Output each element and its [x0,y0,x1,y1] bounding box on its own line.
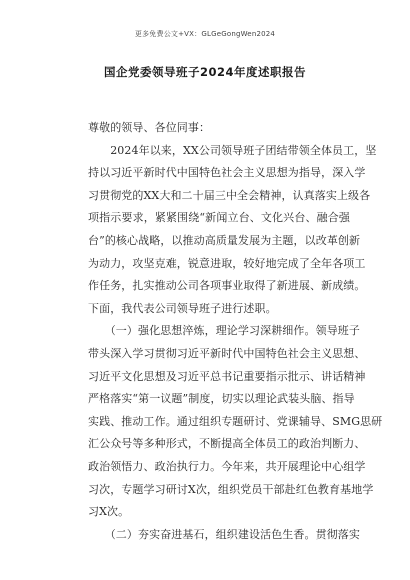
paragraph-1-line-2: 持以习近平新时代中国特色社会主义思想为指导，深入学 [88,166,366,180]
paragraph-2-line-9: 习X次。 [88,505,130,519]
paragraph-1-line-8: 下面，我代表公司领导班子进行述职。 [88,301,277,315]
paragraph-2-line-1: （一）强化思想淬炼，理论学习深耕细作。领导班子 [88,324,360,338]
paragraph-1-line-5: 台”的核心战略，以推动高质量发展为主题，以改革创新 [88,233,361,247]
paragraph-3-line-1: （二）夯实奋进基石，组织建设活色生香。贯彻落实 [88,527,360,541]
paragraph-2-line-5: 实践、推动工作。通过组织专题研讨、党课辅导、SMG思研 [88,414,383,428]
paragraph-2-line-8: 习次，专题学习研讨X次，组织党员干部赴红色教育基地学 [88,482,374,496]
document-title: 国企党委领导班子2024年度述职报告 [103,65,306,79]
paragraph-1-line-3: 习贯彻党的XX大和二十届三中全会精神，认真落实上级各 [88,188,371,202]
paragraph-1-line-7: 作任务，扎实推动公司各项事业取得了新进展、新成绩。 [88,279,366,293]
greeting-line: 尊敬的领导、各位同事： [88,121,211,134]
header-note: 更多免费公文+VX：GLGeGongWen2024 [134,30,276,38]
paragraph-2-line-2: 带头深入学习贯彻习近平新时代中国特色社会主义思想、 [88,346,366,360]
document-body [88,117,383,546]
paragraph-2-line-7: 政治领悟力、政治执行力。今年来，共开展理论中心组学 [88,459,366,473]
paragraph-1-line-6: 为动力，攻坚克难，锐意进取，较好地完成了全年各项工 [88,256,366,270]
paragraph-1-line-1: 2024年以来，XX公司领导班子团结带领全体员工，坚 [88,143,377,157]
paragraph-2-line-4: 严格落实“第一议题”制度，切实以理论武装头脑、指导 [88,392,355,406]
paragraph-2-line-3: 习近平文化思想及习近平总书记重要指示批示、讲话精神 [88,369,366,383]
paragraph-2-line-6: 汇公众号等多种形式，不断提高全体员工的政治判断力、 [88,437,366,451]
paragraph-1-line-4: 项指示要求，紧紧围绕“新闻立台、文化兴台、融合强 [88,211,350,225]
